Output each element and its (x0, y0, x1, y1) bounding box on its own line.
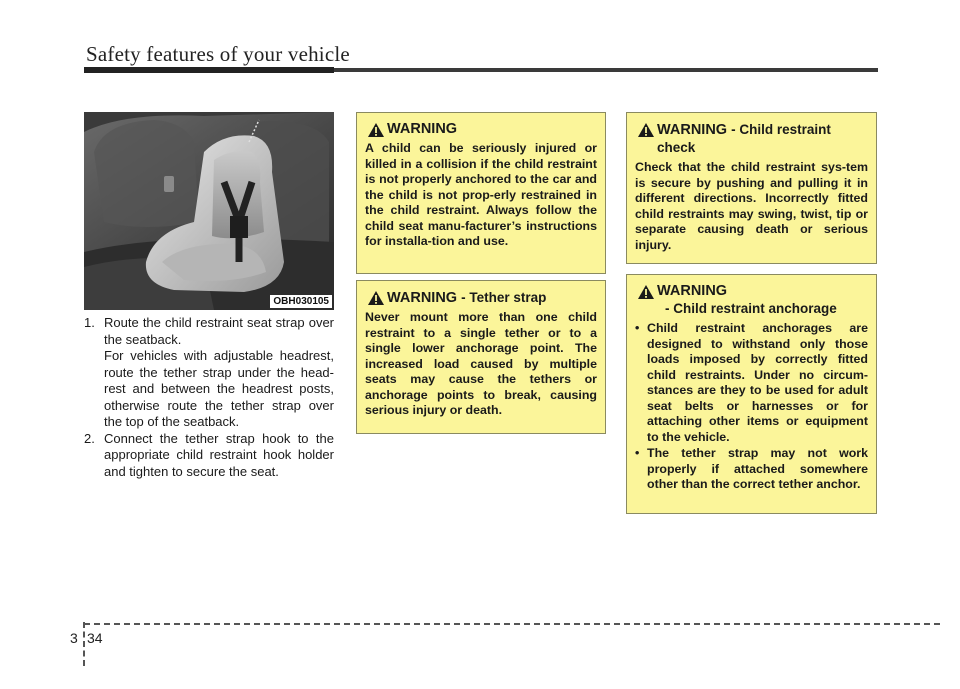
installation-steps (84, 315, 334, 480)
warning-triangle-icon (365, 122, 387, 138)
child-seat-illustration (84, 112, 334, 310)
child-seat-drawing (84, 112, 334, 310)
warning-box-tether-strap (356, 280, 606, 434)
warning-title: WARNING (657, 122, 728, 138)
page-header-title: Safety features of your vehicle (86, 42, 350, 66)
warning-title-group (657, 283, 837, 318)
header-rule-accent (84, 67, 334, 73)
step-text: Route the child restraint seat strap over the seatback. (104, 315, 334, 347)
warning-title-row (635, 283, 868, 318)
warning-box-restraint-check (626, 112, 877, 264)
warning-body: Check that the child restraint sys-tem is secure by pushing and pulling it in different directions. Incorrectly fitted child restraints may swing, twist, tip or separate causing death or serious injury. (635, 160, 868, 252)
warning-triangle-icon (635, 284, 657, 300)
warning-subtitle: - Tether strap (461, 290, 547, 305)
warning-box-general (356, 112, 606, 274)
step-1-note: For vehicles with adjustable headrest, route the tether strap under the head-rest and between the headrest posts, otherwise route the tether strap over the top of the seatback. (104, 348, 334, 429)
warning-triangle-icon (635, 122, 657, 138)
step-number: 2. (84, 430, 95, 446)
warning-body: A child can be seriously injured or killed in a collision if the child restraint is not properly anchored to the car and the child is not prop-erly restrained in the child restraint. Always follow the child seat manu-facturer’s instructions for installa-tion and use. (365, 141, 597, 248)
warning-title: WARNING (657, 283, 728, 299)
warning-list (635, 321, 868, 493)
warning-title-group (387, 289, 546, 307)
list-item: • Child restraint anchorages are designed to withstand only those loads imposed by correctly fitted child restraints. Under no circum-stances are they to be used for adult seat belts or harnesses or for attaching other items or equipment to the vehicle. (635, 321, 868, 445)
warning-box-restraint-anchorage (626, 274, 877, 514)
warning-body: Never mount more than one child restraint to a single tether or to a single lower anchorage point. The increased load caused by multiple seats may cause the tethers or anchorage points to break, causing serious injury or death. (365, 310, 597, 417)
step-2 (84, 431, 334, 481)
warning-title-row (635, 121, 868, 157)
warning-title: WARNING (387, 121, 458, 137)
footer-divider (83, 622, 85, 666)
step-1 (84, 315, 334, 348)
warning-title-row (365, 121, 597, 138)
warning-triangle-icon (365, 290, 387, 306)
warning-subtitle: - Child restraint anchorage (665, 301, 837, 316)
step-number: 1. (84, 315, 95, 330)
chapter-number: 3 (70, 630, 78, 646)
warning-title: WARNING (387, 290, 458, 306)
image-code-label: OBH030105 (270, 295, 332, 308)
warning-subtitle: - Child restraint check (657, 122, 831, 155)
warning-title-row (365, 289, 597, 307)
list-item: • The tether strap may not work properly if attached somewhere other than the correct tether anchor. (635, 446, 868, 493)
footer-rule (84, 623, 940, 625)
page-number: 34 (87, 630, 103, 646)
warning-title-group (657, 121, 868, 157)
step-text: Connect the tether strap hook to the appropriate child restraint hook holder and tighten to secure the seat. (104, 430, 334, 479)
